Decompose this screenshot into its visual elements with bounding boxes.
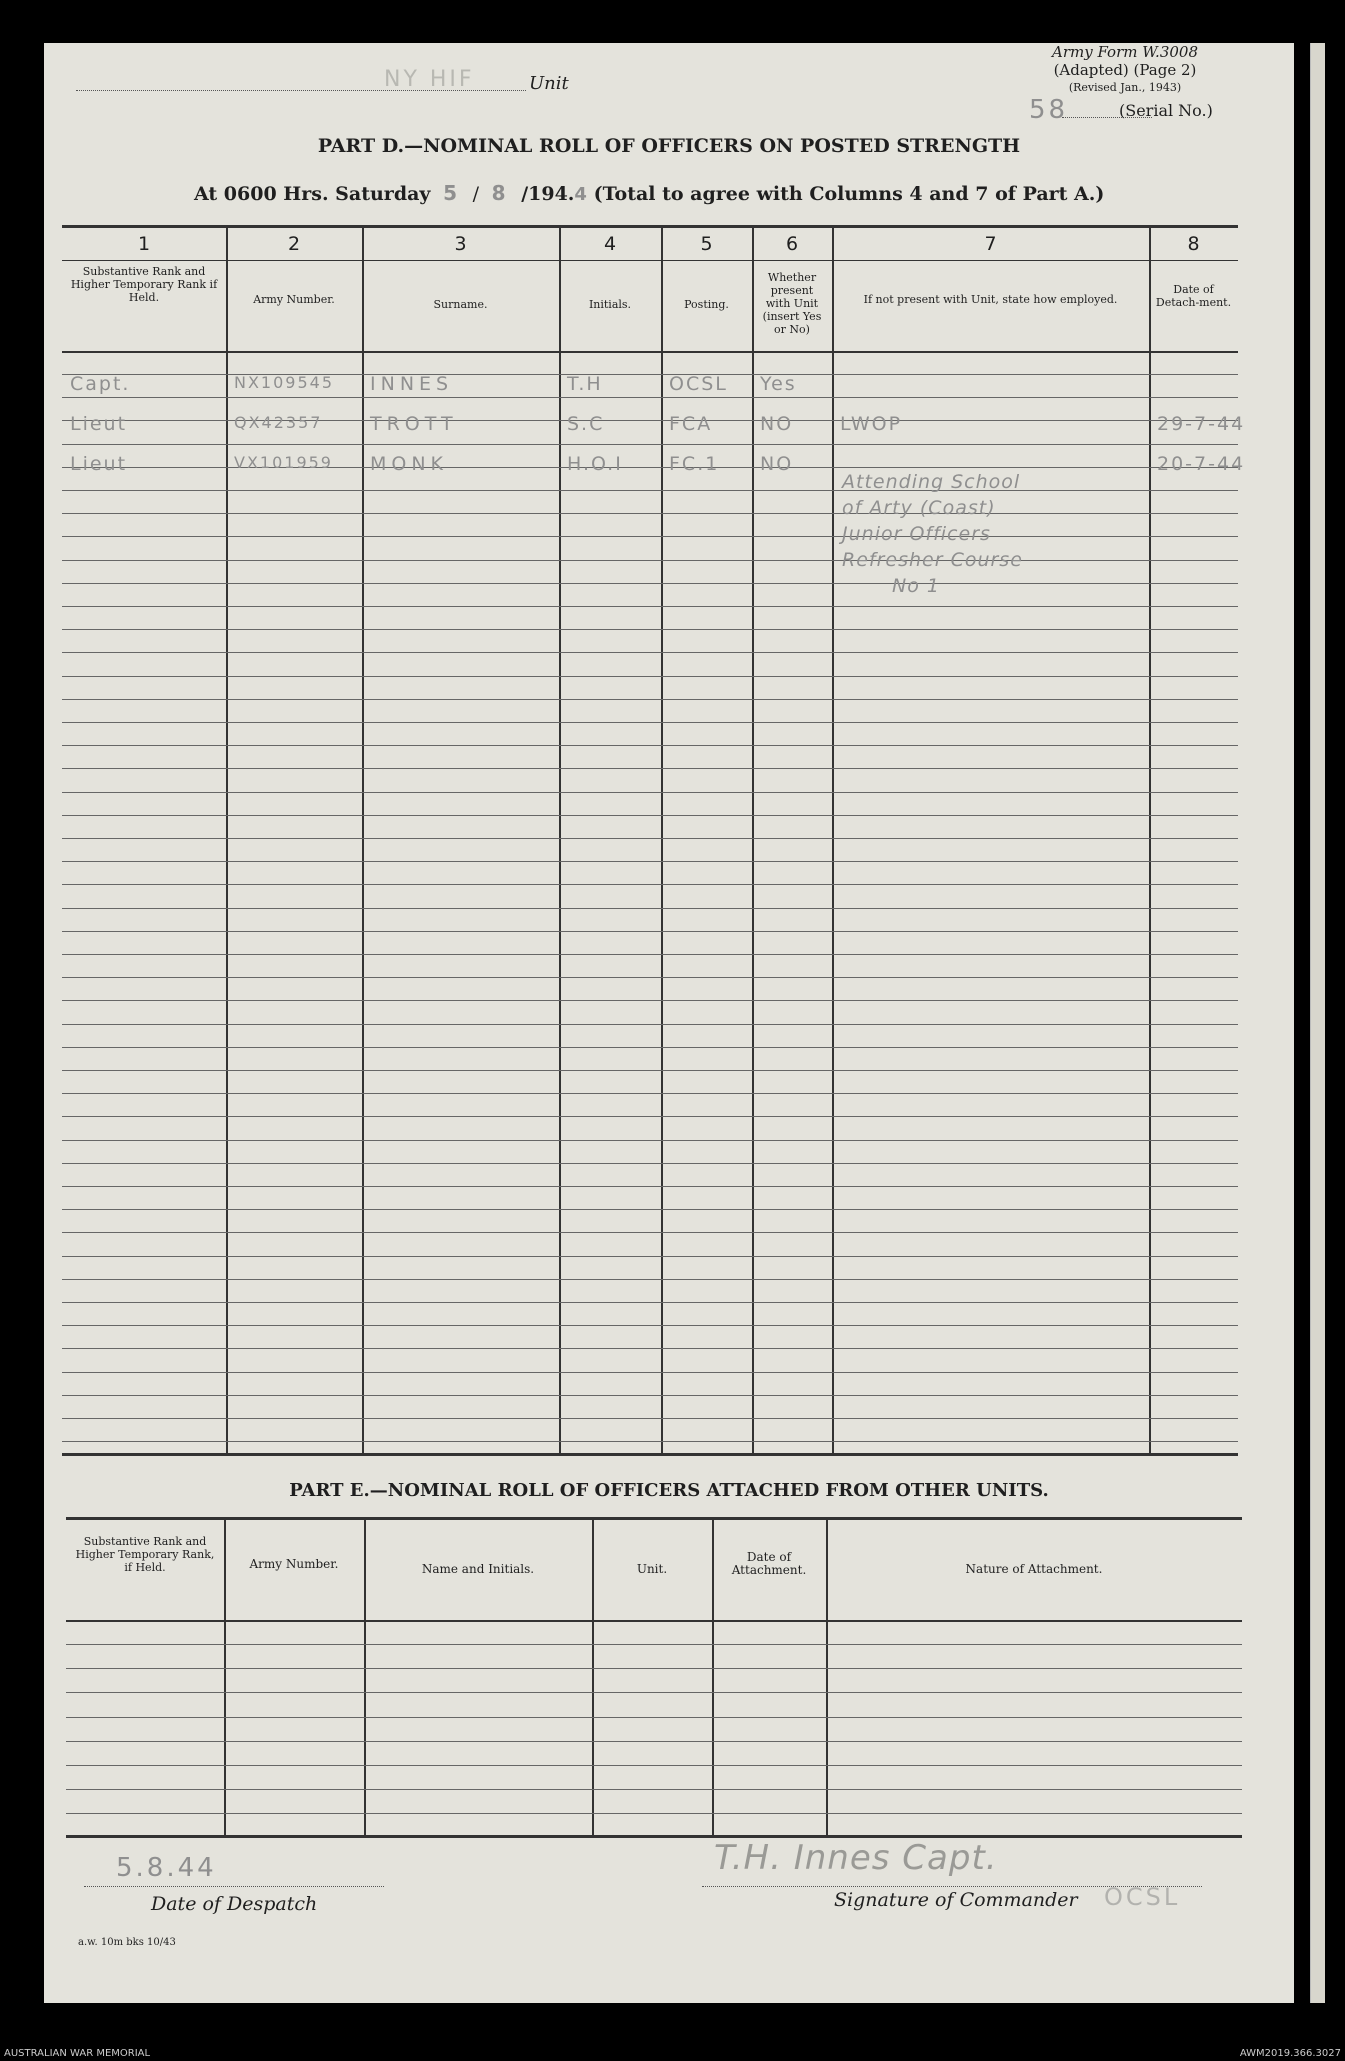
ruled-line bbox=[62, 884, 1238, 885]
caption-right: AWM2019.366.3027 bbox=[1239, 2048, 1341, 2059]
column-divider bbox=[592, 1517, 594, 1835]
ruled-line bbox=[62, 583, 1238, 584]
handwritten-cell: MONK bbox=[370, 453, 449, 475]
column-divider bbox=[226, 225, 228, 1453]
table-rule-bottom bbox=[66, 1835, 1242, 1838]
ruled-line bbox=[62, 1070, 1238, 1071]
ruled-line bbox=[66, 1765, 1242, 1766]
ruled-line bbox=[62, 1140, 1238, 1141]
column-number: 8 bbox=[1187, 233, 1200, 255]
column-header: Army Number. bbox=[249, 1557, 339, 1571]
handwritten-cell: OCSL bbox=[669, 373, 728, 395]
ruled-line bbox=[62, 977, 1238, 978]
column-header: Surname. bbox=[433, 298, 488, 311]
day-handwritten: 5 bbox=[443, 181, 460, 205]
ruled-line bbox=[62, 1441, 1238, 1442]
ruled-line bbox=[62, 745, 1238, 746]
ruled-line bbox=[62, 1302, 1238, 1303]
column-divider bbox=[712, 1517, 714, 1835]
year-handwritten: 4 bbox=[574, 184, 587, 205]
column-divider bbox=[661, 225, 663, 1453]
ruled-line bbox=[62, 861, 1238, 862]
column-header: Whether present with Unit (insert Yes or No) bbox=[762, 271, 822, 336]
table-rule-bottom bbox=[62, 1453, 1238, 1456]
ruled-line bbox=[62, 560, 1238, 561]
ruled-line bbox=[66, 1741, 1242, 1742]
employment-note-line: Attending School bbox=[842, 471, 1021, 493]
ruled-line bbox=[62, 606, 1238, 607]
ruled-line bbox=[66, 1717, 1242, 1718]
ruled-line bbox=[62, 699, 1238, 700]
ruled-line bbox=[62, 838, 1238, 839]
handwritten-cell: FCA bbox=[669, 413, 713, 435]
column-divider bbox=[826, 1517, 828, 1835]
handwritten-cell: Capt. bbox=[70, 373, 131, 395]
handwritten-cell: NO bbox=[760, 453, 794, 475]
column-number: 3 bbox=[454, 233, 467, 255]
ruled-line bbox=[62, 792, 1238, 793]
serial-handwritten: 58 bbox=[1029, 95, 1069, 125]
handwritten-cell: QX42357 bbox=[234, 413, 323, 432]
column-number: 1 bbox=[137, 233, 151, 255]
column-number: 6 bbox=[785, 233, 799, 255]
despatch-label: Date of Despatch bbox=[151, 1893, 318, 1915]
ruled-line bbox=[66, 1692, 1242, 1693]
handwritten-cell: Yes bbox=[760, 373, 797, 395]
ruled-line bbox=[62, 908, 1238, 909]
signature-label: Signature of Commander bbox=[834, 1889, 1078, 1911]
ruled-line bbox=[62, 1418, 1238, 1419]
part-d-title: PART D.—NOMINAL ROLL OF OFFICERS ON POSTED STRENGTH bbox=[317, 135, 1021, 157]
table-rule-top bbox=[62, 225, 1238, 228]
ruled-line bbox=[62, 513, 1238, 514]
unit-handwritten: NY HIF bbox=[384, 67, 475, 92]
ruled-line bbox=[62, 1209, 1238, 1210]
handwritten-cell: TROTT bbox=[370, 413, 458, 435]
handwritten-cell: H.O.I bbox=[567, 453, 623, 475]
ruled-line bbox=[62, 1163, 1238, 1164]
part-d-subtitle: At 0600 Hrs. Saturday 5 / 8 /194.4 (Total to agree with Columns 4 and 7 of Part A.) bbox=[194, 181, 1105, 205]
ruled-line bbox=[62, 1348, 1238, 1349]
form-reference: Army Form W.3008 (Adapted) (Page 2) (Revised Jan., 1943) bbox=[1052, 43, 1198, 94]
ruled-line bbox=[66, 1668, 1242, 1669]
ruled-line bbox=[62, 768, 1238, 769]
column-divider bbox=[224, 1517, 226, 1835]
column-header: Army Number. bbox=[253, 293, 335, 306]
ruled-line bbox=[62, 1325, 1238, 1326]
ruled-line bbox=[62, 1256, 1238, 1257]
signature-sub-handwritten: OCSL bbox=[1104, 1883, 1181, 1911]
month-handwritten: 8 bbox=[491, 181, 509, 205]
handwritten-cell: Lieut bbox=[70, 453, 128, 475]
handwritten-cell: LWOP bbox=[840, 413, 903, 435]
ruled-line bbox=[62, 1186, 1238, 1187]
page-edge bbox=[1310, 43, 1325, 2003]
ruled-line bbox=[62, 722, 1238, 723]
column-header: Substantive Rank and Higher Temporary Rank, if Held. bbox=[75, 1535, 215, 1574]
ruled-line bbox=[66, 1789, 1242, 1790]
handwritten-cell: VX101959 bbox=[234, 453, 333, 472]
ruled-line bbox=[62, 629, 1238, 630]
handwritten-cell: 20-7-44 bbox=[1157, 453, 1246, 475]
unit-label: Unit bbox=[529, 73, 569, 94]
ruled-line bbox=[62, 815, 1238, 816]
handwritten-cell: INNES bbox=[370, 373, 454, 395]
column-divider bbox=[752, 225, 754, 1453]
ruled-line bbox=[62, 1024, 1238, 1025]
employment-note-line: Refresher Course bbox=[842, 549, 1023, 571]
column-divider bbox=[832, 225, 834, 1453]
ruled-line bbox=[66, 1813, 1242, 1814]
table-rule-top bbox=[66, 1517, 1242, 1520]
despatch-date-handwritten: 5.8.44 bbox=[116, 1853, 217, 1883]
ruled-line bbox=[66, 1644, 1242, 1645]
column-divider bbox=[362, 225, 364, 1453]
ruled-line bbox=[62, 397, 1238, 398]
column-header: Initials. bbox=[588, 298, 632, 311]
printer-imprint: a.w. 10m bks 10/43 bbox=[78, 1937, 176, 1948]
column-header: Date of Attachment. bbox=[731, 1550, 807, 1577]
column-header: Name and Initials. bbox=[421, 1562, 535, 1576]
form-page bbox=[44, 43, 1294, 2003]
table-rule-numbers bbox=[62, 260, 1238, 261]
handwritten-cell: T.H bbox=[567, 373, 603, 395]
table-rule-header bbox=[66, 1620, 1242, 1622]
column-header: Date of Detach-ment. bbox=[1155, 283, 1232, 309]
employment-note-line: No 1 bbox=[892, 575, 940, 597]
column-number: 4 bbox=[603, 233, 617, 255]
ruled-line bbox=[62, 1116, 1238, 1117]
signature-handwritten: T.H. Innes Capt. bbox=[714, 1838, 998, 1878]
handwritten-cell: Lieut bbox=[70, 413, 128, 435]
ruled-line bbox=[62, 1093, 1238, 1094]
column-header: Unit. bbox=[636, 1562, 668, 1576]
despatch-dotline bbox=[84, 1886, 384, 1887]
ruled-line bbox=[62, 1000, 1238, 1001]
handwritten-cell: 29-7-44 bbox=[1157, 413, 1246, 435]
handwritten-cell: NO bbox=[760, 413, 794, 435]
employment-note-line: of Arty (Coast) bbox=[842, 497, 996, 519]
ruled-line bbox=[62, 1047, 1238, 1048]
ruled-line bbox=[62, 444, 1238, 445]
handwritten-cell: NX109545 bbox=[234, 373, 335, 392]
ruled-line bbox=[62, 536, 1238, 537]
serial-label: (Serial No.) bbox=[1119, 101, 1213, 120]
column-divider bbox=[559, 225, 561, 1453]
column-number: 5 bbox=[700, 233, 713, 255]
ruled-line bbox=[62, 1372, 1238, 1373]
ruled-line bbox=[62, 676, 1238, 677]
ruled-line bbox=[62, 490, 1238, 491]
column-header: Nature of Attachment. bbox=[965, 1562, 1103, 1576]
ruled-line bbox=[62, 954, 1238, 955]
caption-left: AUSTRALIAN WAR MEMORIAL bbox=[4, 2048, 151, 2059]
ruled-line bbox=[62, 1279, 1238, 1280]
handwritten-cell: FC.1 bbox=[669, 453, 720, 475]
column-divider bbox=[364, 1517, 366, 1835]
table-rule-header bbox=[62, 351, 1238, 353]
column-header: Substantive Rank and Higher Temporary Rank if Held. bbox=[70, 265, 218, 304]
column-header: If not present with Unit, state how employed. bbox=[863, 293, 1118, 306]
column-header: Posting. bbox=[684, 298, 729, 311]
ruled-line bbox=[62, 931, 1238, 932]
ruled-line bbox=[62, 1395, 1238, 1396]
employment-note-line: Junior Officers bbox=[842, 523, 991, 545]
ruled-line bbox=[62, 1232, 1238, 1233]
ruled-line bbox=[62, 652, 1238, 653]
column-number: 2 bbox=[287, 233, 301, 255]
column-divider bbox=[1149, 225, 1151, 1453]
column-number: 7 bbox=[984, 233, 997, 255]
part-e-title: PART E.—NOMINAL ROLL OF OFFICERS ATTACHED FROM OTHER UNITS. bbox=[289, 1480, 1049, 1501]
handwritten-cell: S.C bbox=[567, 413, 605, 435]
